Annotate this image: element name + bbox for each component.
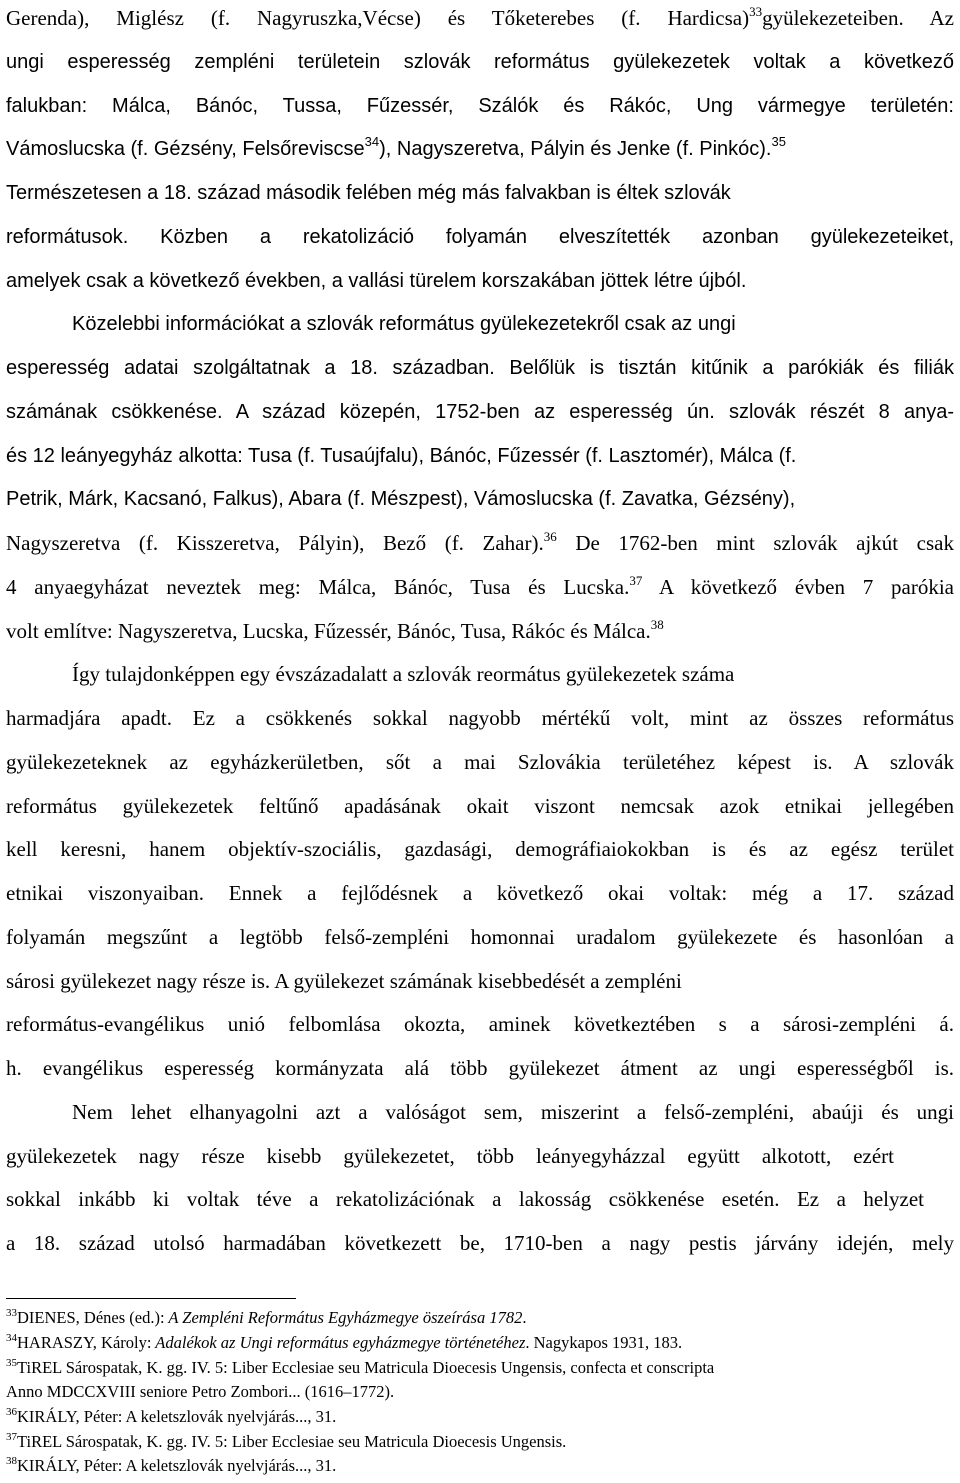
body-line: etnikai viszonyaiban. Ennek a fejlődésnek a következő okai voltak: még a 17. század xyxy=(6,881,954,905)
footnote-33: $^{33}$DIENES, Dénes (ed.): A Zempléni Református Egyházmegye öszeírása 1782. xyxy=(6,1307,527,1327)
body-line: Nem lehet elhanyagolni azt a valóságot sem, miszerint a felső-zempléni, abaúji és ungi xyxy=(72,1100,954,1124)
body-line: gyülekezeteknek az egyházkerületben, sőt a mai Szlovákia területéhez képest is. A szlovák xyxy=(6,750,954,774)
footnote-ref[interactable]: 38 xyxy=(650,617,664,632)
footnote-separator xyxy=(6,1298,296,1299)
document-page xyxy=(6,0,954,1483)
footnote-ref[interactable]: 34 xyxy=(364,134,380,149)
body-line: harmadjára apadt. Ez a csökkenés sokkal nagyobb mértékű volt, mint az összes református xyxy=(6,706,954,730)
footnote-ref[interactable]: 36 xyxy=(543,529,557,544)
body-line: a 18. század utolsó harmadában következett be, 1710-ben a nagy pestis járvány idején, mely xyxy=(6,1231,954,1255)
footnote-36: $^{36}$KIRÁLY, Péter: A keletszlovák nyelvjárás..., 31. xyxy=(6,1406,337,1426)
body-line: h. evangélikus esperesség kormányzata alá több gyülekezet átment az ungi esperességből is. xyxy=(6,1056,954,1080)
body-line: Nagyszeretva (f. Kisszeretva, Pályin), Bező (f. Zahar).$^{36}$ De 1762-ben mint szlovák ajkút csak xyxy=(6,529,954,555)
body-line: 4 anyaegyházat neveztek meg: Málca, Bánóc, Tusa és Lucska.$^{37}$ A következő évben 7 parókia xyxy=(6,573,954,599)
footnote-35-cont: Anno MDCCXVIII seniore Petro Zombori... (1616–1772). xyxy=(6,1382,395,1401)
body-line: reformátusok. Közben a rekatolizáció folyamán elveszítették azonban gyülekezeteiket, xyxy=(6,226,954,248)
body-line: folyamán megszűnt a legtöbb felső-zempléni homonnai uradalom gyülekezete és hasonlóan a xyxy=(6,925,954,949)
body-line: református-evangélikus unió felbomlása okozta, aminek következtében s a sárosi-zempléni á. xyxy=(6,1012,954,1036)
body-line: volt említve: Nagyszeretva, Lucska, Fűzessér, Bánóc, Tusa, Rákóc és Málca.$^{38}$ xyxy=(6,617,664,643)
footnote-35: $^{35}$TiREL Sárospatak, K. gg. IV. 5: Liber Ecclesiae seu Matricula Dioecesis Ungensis, confecta et conscripta xyxy=(6,1357,715,1377)
body-line: falukban: Málca, Bánóc, Tussa, Fűzessér, Szálók és Rákóc, Ung vármegye területén: xyxy=(6,95,954,117)
body-line: Petrik, Márk, Kacsanó, Falkus), Abara (f. Mészpest), Vámoslucska (f. Zavatka, Gézsény), xyxy=(6,488,796,510)
footnote-ref[interactable]: 33 xyxy=(749,4,763,19)
footnote-37: $^{37}$TiREL Sárospatak, K. gg. IV. 5: Liber Ecclesiae seu Matricula Dioecesis Ungensis. xyxy=(6,1431,567,1451)
footnote-ref[interactable]: 35 xyxy=(771,134,786,149)
body-line: Természetesen a 18. század második felében még más falvakban is éltek szlovák xyxy=(6,182,731,204)
body-line: esperesség adatai szolgáltatnak a 18. században. Belőlük is tisztán kitűnik a parókiák és filiák xyxy=(6,357,954,379)
footnote-ref[interactable]: 37 xyxy=(629,573,643,588)
body-line: református gyülekezetek feltűnő apadásának okait viszont nemcsak azok etnikai jellegében xyxy=(6,794,954,818)
body-line: amelyek csak a következő években, a vallási türelem korszakában jöttek létre újból. xyxy=(6,270,747,292)
body-line: kell keresni, hanem objektív-szociális, gazdasági, demográfiaiokokban is és az egész terület xyxy=(6,837,954,861)
body-line: gyülekezetek nagy része kisebb gyülekezetet, több leányegyházzal együtt alkotott, ezért xyxy=(6,1144,894,1168)
body-line: sárosi gyülekezet nagy része is. A gyülekezet számának kisebbedését a zempléni xyxy=(6,969,682,993)
footnote-38: $^{38}$KIRÁLY, Péter: A keletszlovák nyelvjárás..., 31. xyxy=(6,1455,337,1475)
body-line: Így tulajdonképpen egy évszázadalatt a szlovák reormátus gyülekezetek száma xyxy=(72,662,735,686)
body-line: Közelebbi információkat a szlovák református gyülekezetekről csak az ungi xyxy=(72,313,736,335)
body-line: és 12 leányegyház alkotta: Tusa (f. Tusaújfalu), Bánóc, Fűzessér (f. Lasztomér), Málca (f. xyxy=(6,445,797,467)
body-line: ungi esperesség zempléni területein szlovák református gyülekezetek voltak a következő xyxy=(6,51,954,73)
body-line: Vámoslucska (f. Gézsény, Felsőreviscse$^{34}$), Nagyszeretva, Pályin és Jenke (f. Pinkóc).$^{35}$ xyxy=(6,134,786,160)
body-line: Gerenda), Miglész (f. Nagyruszka,Vécse) és Tőketerebes (f. Hardicsa)$^{33}$gyülekezeteiben. Az xyxy=(6,4,954,30)
body-line: sokkal inkább ki voltak téve a rekatolizációnak a lakosság csökkenése esetén. Ez a helyzet xyxy=(6,1187,924,1211)
body-line: számának csökkenése. A század közepén, 1752-ben az esperesség ún. szlovák részét 8 anya- xyxy=(6,401,954,423)
footnote-34: $^{34}$HARASZY, Károly: Adalékok az Ungi református egyházmegye történetéhez. Nagykapos 1931, 183. xyxy=(6,1332,683,1352)
